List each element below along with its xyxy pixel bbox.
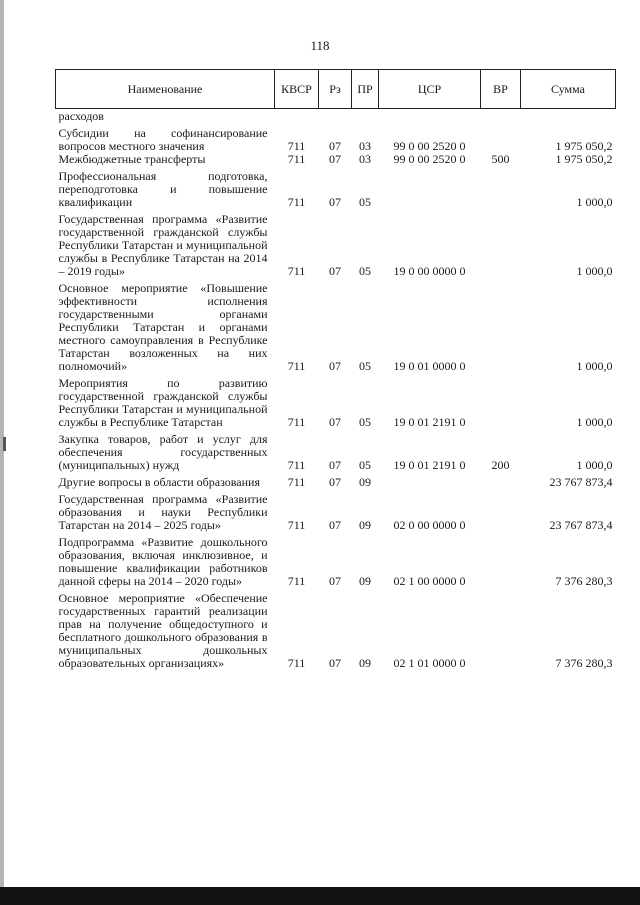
row-kvsr: 711: [287, 264, 306, 278]
scan-mark: [3, 437, 6, 451]
header-csr: ЦСР: [379, 70, 481, 109]
row-vr: [481, 472, 521, 489]
row-vr: [481, 489, 521, 532]
row-name: Закупка товаров, работ и услуг для обеспечения государственных (муниципальных) нужд: [58, 432, 268, 472]
row-csr: 19 0 01 2191 0: [393, 415, 466, 429]
row-rz: [319, 109, 352, 124]
row-sum: 1 975 050,2: [555, 139, 613, 153]
row-name: Межбюджетные трансферты: [58, 152, 206, 166]
row-vr: [481, 588, 521, 670]
row-sum: 1 975 050,2: [555, 152, 613, 166]
row-kvsr: 711: [287, 195, 306, 209]
row-kvsr: 711: [287, 574, 306, 588]
row-kvsr: 711: [287, 152, 306, 166]
row-sum: 23 767 873,4: [549, 518, 613, 532]
row-kvsr: 711: [287, 359, 306, 373]
table-row: [56, 109, 616, 124]
row-name: Мероприятия по развитию государственной гражданской службы Республики Татарстан и муниципальной службы в Республике Татарстан: [58, 376, 268, 429]
row-rz: 07: [329, 195, 341, 209]
row-sum: 1 000,0: [576, 415, 613, 429]
table-row: [56, 472, 616, 489]
row-csr: [379, 109, 481, 124]
row-rz: 07: [329, 359, 341, 373]
budget-table: [55, 69, 616, 670]
row-rz: 07: [329, 574, 341, 588]
table-row: [56, 278, 616, 373]
table-row: [56, 209, 616, 278]
row-rz: 07: [329, 264, 341, 278]
row-vr: 200: [491, 458, 510, 472]
row-pr: 05: [359, 415, 371, 429]
row-sum: 7 376 280,3: [555, 656, 613, 670]
table-row: [56, 429, 616, 472]
table-row: [56, 532, 616, 588]
table-row: [56, 153, 616, 166]
page-number: 118: [310, 38, 330, 53]
row-vr: [481, 532, 521, 588]
row-csr: 02 1 01 0000 0: [393, 656, 466, 670]
header-vr: ВР: [481, 70, 521, 109]
row-pr: 09: [359, 475, 371, 489]
row-kvsr: 711: [287, 415, 306, 429]
row-sum: 1 000,0: [576, 458, 613, 472]
row-sum: [521, 109, 616, 124]
row-vr: [481, 278, 521, 373]
row-sum: 7 376 280,3: [555, 574, 613, 588]
table-header-row: [56, 70, 616, 109]
row-csr: 19 0 01 2191 0: [393, 458, 466, 472]
row-sum: 1 000,0: [576, 264, 613, 278]
row-vr: 500: [491, 152, 510, 166]
row-vr: [481, 209, 521, 278]
row-pr: 09: [359, 574, 371, 588]
row-pr: 05: [359, 359, 371, 373]
scan-edge-left: [0, 0, 4, 905]
row-pr: 05: [359, 458, 371, 472]
row-rz: 07: [329, 139, 341, 153]
row-pr: 05: [359, 264, 371, 278]
row-kvsr: 711: [287, 458, 306, 472]
row-sum: 1 000,0: [576, 359, 613, 373]
row-kvsr: 711: [287, 518, 306, 532]
table-row: [56, 166, 616, 209]
row-pr: 09: [359, 518, 371, 532]
table-row: [56, 123, 616, 153]
row-name: Другие вопросы в области образования: [58, 475, 260, 489]
row-csr: [379, 166, 481, 209]
row-name: Государственная программа «Развитие образования и науки Республики Татарстан на 2014 – 2025 годы»: [58, 492, 268, 532]
row-rz: 07: [329, 458, 341, 472]
table-row: [56, 588, 616, 670]
row-name: Подпрограмма «Развитие дошкольного образования, включая инклюзивное, и повышение квалификации работников данной сферы на 2014 – 2020 годы»: [58, 535, 268, 588]
row-vr: [481, 123, 521, 153]
row-sum: 1 000,0: [576, 195, 613, 209]
row-kvsr: 711: [287, 475, 306, 489]
row-csr: [379, 472, 481, 489]
row-csr: 19 0 01 0000 0: [393, 359, 466, 373]
row-name: Государственная программа «Развитие государственной гражданской службы Республики Татарстан и муниципальной службы в Республике Татарстан на 2014 – 2019 годы»: [58, 212, 268, 278]
header-pr: ПР: [352, 70, 379, 109]
row-pr: 09: [359, 656, 371, 670]
table-row: [56, 489, 616, 532]
row-csr: 02 0 00 0000 0: [393, 518, 466, 532]
header-sum: Сумма: [521, 70, 616, 109]
row-rz: 07: [329, 518, 341, 532]
row-csr: 02 1 00 0000 0: [393, 574, 466, 588]
header-name: Наименование: [56, 70, 275, 109]
row-rz: 07: [329, 475, 341, 489]
row-name: Субсидии на софинансирование вопросов местного значения: [58, 126, 268, 153]
row-name: расходов: [58, 109, 104, 123]
row-pr: 03: [359, 139, 371, 153]
row-kvsr: 711: [287, 139, 306, 153]
row-rz: 07: [329, 656, 341, 670]
row-csr: 99 0 00 2520 0: [393, 139, 466, 153]
row-pr: 05: [359, 195, 371, 209]
row-rz: 07: [329, 415, 341, 429]
row-name: Профессиональная подготовка, переподготовка и повышение квалификации: [58, 169, 268, 209]
row-vr: [481, 109, 521, 124]
row-csr: 19 0 00 0000 0: [393, 264, 466, 278]
row-sum: 23 767 873,4: [549, 475, 613, 489]
row-kvsr: 711: [287, 656, 306, 670]
row-vr: [481, 166, 521, 209]
row-csr: 99 0 00 2520 0: [393, 152, 466, 166]
row-kvsr: [275, 109, 319, 124]
row-name: Основное мероприятие «Повышение эффективности исполнения государственными органами Республики Татарстан и органами местного самоуправления в Республике Татарстан возложенных на них полномочий»: [58, 281, 268, 373]
row-rz: 07: [329, 152, 341, 166]
row-pr: [352, 109, 379, 124]
scan-bottom-edge: [0, 887, 640, 905]
row-vr: [481, 373, 521, 429]
table-row: [56, 373, 616, 429]
row-pr: 03: [359, 152, 371, 166]
row-name: Основное мероприятие «Обеспечение государственных гарантий реализации прав на получение общедоступного и бесплатного дошкольного образования в муниципальных дошкольных образовательных организациях»: [58, 591, 268, 670]
header-rz: Рз: [319, 70, 352, 109]
header-kvsr: КВСР: [275, 70, 319, 109]
